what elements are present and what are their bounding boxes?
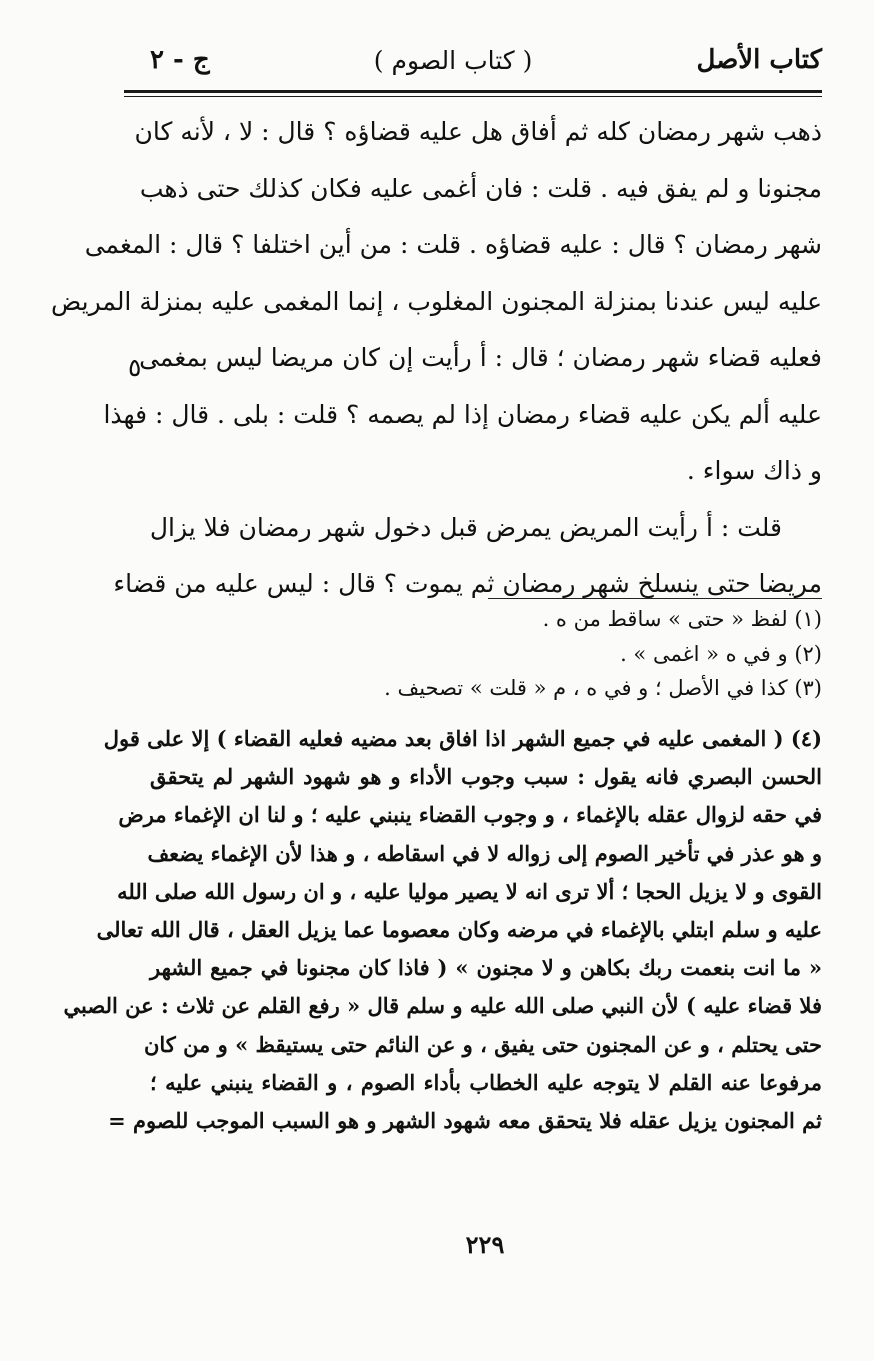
running-header — [150, 40, 822, 80]
footnote-rule — [488, 598, 822, 599]
footnotes — [150, 602, 822, 706]
page-number: ٢٢٩ — [465, 1230, 505, 1259]
chapter-title: ( كتاب الصوم ) — [373, 45, 533, 75]
text-line: عليه ألم يكن عليه قضاء رمضان إذا لم يصمه ؟ قلت : بلى . قال : فهذا — [103, 399, 822, 429]
footnote: (١) لفظ « حتى » ساقط من ه . — [542, 607, 822, 631]
header-rule-thick — [124, 90, 822, 93]
commentary-line: عليه و سلم ابتلي بالإغماء في مرضه وكان معصوما عما يزيل العقل ، قال الله تعالى — [96, 916, 822, 942]
commentary-line: و هو عذر في تأخير الصوم إلى زواله لا في اسقاطه ، و هذا لأن الإغماء يضعف — [147, 840, 822, 866]
commentary-line: مرفوعا عنه القلم لا يتوجه عليه الخطاب بأداء الصوم ، و القضاء ينبني عليه ؛ — [150, 1069, 822, 1095]
header-rule-thin — [124, 96, 822, 97]
text-line: شهر رمضان ؟ قال : عليه قضاؤه . قلت : من أين اختلفا ؟ قال : المغمى — [84, 230, 822, 259]
text-line: قلت : أ رأيت المريض يمرض قبل دخول شهر رمضان فلا يزال — [149, 512, 782, 542]
volume-label: ج - ٢ — [150, 45, 210, 75]
commentary-line: الحسن البصري فانه يقول : سبب وجوب الأداء و هو شهود الشهر لم يتحقق — [150, 764, 822, 790]
commentary-line: (٤) ( المغمى عليه في جميع الشهر اذا افاق بعد مضيه فعليه القضاء ) إلا على قول — [103, 726, 822, 751]
commentary-line: « ما انت بنعمت ربك بكاهن و لا مجنون » ( فاذا كان مجنونا في جميع الشهر — [150, 955, 822, 981]
text-line: عليه ليس عندنا بمنزلة المجنون المغلوب ، إنما المغمى عليه بمنزلة المريض — [50, 286, 822, 316]
text-line: و ذاك سواء . — [686, 456, 822, 485]
commentary-line: القوى و لا يزيل الحجا ؛ ألا ترى انه لا يصير موليا عليه ، و ان رسول الله صلى الله — [117, 878, 822, 904]
text-line: مريضا حتى ينسلخ شهر رمضان ثم يموت ؟ قال : ليس عليه من قضاء — [113, 569, 822, 598]
commentary-note — [63, 720, 822, 1140]
book-title: كتاب الأصل — [696, 45, 822, 75]
text-line: ذهب شهر رمضان كله ثم أفاق هل عليه قضاؤه ؟ قال : لا ، لأنه كان — [134, 117, 822, 146]
margin-line-number: ٥ — [128, 353, 142, 382]
footnote: (٣) كذا في الأصل ؛ و في ه ، م « قلت » تصحيف . — [384, 676, 822, 700]
text-line: فعليه قضاء شهر رمضان ؛ قال : أ رأيت إن كان مريضا ليس بمغمى — [139, 343, 822, 372]
text-line: مجنونا و لم يفق فيه . قلت : فان أغمى عليه فكان كذلك حتى ذهب — [139, 173, 822, 203]
commentary-line: حتى يحتلم ، و عن المجنون حتى يفيق ، و عن النائم حتى يستيقظ » و من كان — [143, 1031, 822, 1057]
commentary-line: فلا قضاء عليه ) لأن النبي صلى الله عليه و سلم قال « رفع القلم عن ثلاث : عن الصبي — [63, 993, 822, 1019]
commentary-line: ثم المجنون يزيل عقله فلا يتحقق معه شهود الشهر و هو السبب الموجب للصوم = — [108, 1107, 822, 1133]
main-text — [50, 104, 822, 613]
commentary-line: في حقه لزوال عقله بالإغماء ، و وجوب القضاء ينبني عليه ؛ و لنا ان الإغماء مرض — [118, 802, 822, 828]
footnote: (٢) و في ه « اغمى » . — [620, 641, 822, 666]
